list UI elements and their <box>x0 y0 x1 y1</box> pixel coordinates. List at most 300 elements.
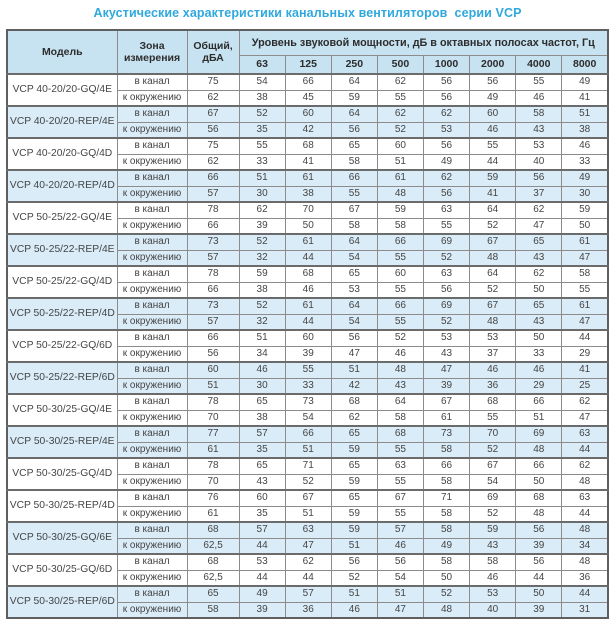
spl-value: 50 <box>285 218 331 234</box>
spl-value: 56 <box>470 74 516 90</box>
spl-value: 63 <box>424 202 470 218</box>
spl-value: 71 <box>285 458 331 474</box>
spl-value: 47 <box>377 602 423 618</box>
spl-value: 61 <box>377 170 423 186</box>
spl-value: 52 <box>377 330 423 346</box>
spl-value: 38 <box>239 90 285 106</box>
spl-value: 48 <box>562 522 608 538</box>
spl-value: 68 <box>285 138 331 154</box>
spl-value: 46 <box>470 122 516 138</box>
spl-value: 58 <box>424 506 470 522</box>
spl-value: 44 <box>562 442 608 458</box>
total-dba-value: 57 <box>187 250 239 266</box>
spl-value: 60 <box>285 330 331 346</box>
spl-value: 64 <box>470 202 516 218</box>
total-dba-value: 70 <box>187 410 239 426</box>
spl-value: 52 <box>470 442 516 458</box>
zone-label: в канал <box>117 202 187 218</box>
table-row <box>7 266 608 282</box>
spl-value: 47 <box>285 538 331 554</box>
spl-value: 36 <box>562 570 608 586</box>
spl-value: 60 <box>377 138 423 154</box>
model-name: VCP 50-25/22-REP/4D <box>7 298 117 330</box>
spl-value: 34 <box>239 346 285 362</box>
column-header-zone: Зона измерения <box>117 30 187 74</box>
spl-value: 62 <box>377 74 423 90</box>
spl-value: 51 <box>331 586 377 602</box>
zone-label: к окружению <box>117 506 187 522</box>
spl-value: 33 <box>239 154 285 170</box>
spl-value: 40 <box>516 154 562 170</box>
spl-value: 32 <box>239 314 285 330</box>
model-name: VCP 50-30/25-REP/6D <box>7 586 117 618</box>
spl-value: 46 <box>562 138 608 154</box>
spl-value: 49 <box>424 538 470 554</box>
spl-value: 67 <box>470 298 516 314</box>
spl-value: 46 <box>331 602 377 618</box>
spl-value: 43 <box>516 314 562 330</box>
spl-value: 58 <box>377 410 423 426</box>
spl-value: 45 <box>285 90 331 106</box>
zone-label: в канал <box>117 170 187 186</box>
spl-value: 41 <box>562 362 608 378</box>
spl-value: 68 <box>285 266 331 282</box>
spl-value: 44 <box>516 570 562 586</box>
table-row <box>7 170 608 186</box>
spl-value: 43 <box>516 122 562 138</box>
model-name: VCP 50-25/22-GQ/4E <box>7 202 117 234</box>
total-dba-value: 67 <box>187 106 239 122</box>
spl-value: 51 <box>562 106 608 122</box>
spl-value: 59 <box>331 474 377 490</box>
table-row <box>7 106 608 122</box>
spl-value: 65 <box>239 458 285 474</box>
total-dba-value: 58 <box>187 602 239 618</box>
spl-value: 33 <box>562 154 608 170</box>
model-name: VCP 40-20/20-REP/4E <box>7 106 117 138</box>
spl-value: 54 <box>331 314 377 330</box>
spl-value: 36 <box>470 378 516 394</box>
spl-value: 41 <box>562 90 608 106</box>
spl-value: 55 <box>377 250 423 266</box>
spl-value: 65 <box>331 490 377 506</box>
spl-value: 52 <box>470 282 516 298</box>
spl-value: 41 <box>470 186 516 202</box>
spl-value: 42 <box>331 378 377 394</box>
table-row <box>7 138 608 154</box>
spl-value: 61 <box>562 298 608 314</box>
spl-value: 62 <box>377 106 423 122</box>
table-row <box>7 362 608 378</box>
spl-value: 56 <box>424 282 470 298</box>
spl-value: 35 <box>239 442 285 458</box>
spl-value: 47 <box>562 314 608 330</box>
table-header <box>7 30 608 74</box>
spl-value: 51 <box>285 506 331 522</box>
spl-value: 50 <box>516 282 562 298</box>
spl-value: 54 <box>377 570 423 586</box>
spl-value: 67 <box>285 490 331 506</box>
spl-value: 44 <box>285 570 331 586</box>
spl-value: 65 <box>331 266 377 282</box>
spl-value: 68 <box>331 394 377 410</box>
zone-label: к окружению <box>117 570 187 586</box>
spl-value: 46 <box>516 362 562 378</box>
spl-value: 29 <box>516 378 562 394</box>
spl-value: 50 <box>562 218 608 234</box>
total-dba-value: 60 <box>187 362 239 378</box>
spl-value: 30 <box>239 378 285 394</box>
spl-value: 40 <box>470 602 516 618</box>
total-dba-value: 62 <box>187 154 239 170</box>
spl-value: 63 <box>424 266 470 282</box>
spl-value: 25 <box>562 378 608 394</box>
zone-label: в канал <box>117 586 187 602</box>
zone-label: в канал <box>117 234 187 250</box>
spl-value: 52 <box>331 570 377 586</box>
spl-value: 64 <box>331 234 377 250</box>
spl-value: 65 <box>516 234 562 250</box>
spl-value: 67 <box>470 234 516 250</box>
spl-value: 73 <box>424 426 470 442</box>
spl-value: 46 <box>285 282 331 298</box>
spl-value: 49 <box>424 154 470 170</box>
spl-value: 62 <box>424 170 470 186</box>
column-header-freq-1000: 1000 <box>424 55 470 74</box>
spl-value: 50 <box>424 570 470 586</box>
zone-label: к окружению <box>117 218 187 234</box>
spl-value: 39 <box>239 218 285 234</box>
total-dba-value: 62 <box>187 90 239 106</box>
spl-value: 64 <box>331 106 377 122</box>
spl-value: 67 <box>424 394 470 410</box>
total-dba-value: 56 <box>187 122 239 138</box>
column-header-spl: Уровень звуковой мощности, дБ в октавных полосах частот, Гц <box>239 30 608 55</box>
spl-value: 59 <box>562 202 608 218</box>
spl-value: 56 <box>516 170 562 186</box>
spl-value: 62 <box>331 410 377 426</box>
zone-label: в канал <box>117 426 187 442</box>
spl-value: 62 <box>516 202 562 218</box>
spl-value: 56 <box>424 138 470 154</box>
spl-value: 34 <box>562 538 608 554</box>
spl-value: 58 <box>424 522 470 538</box>
spl-value: 66 <box>516 458 562 474</box>
spl-value: 43 <box>516 250 562 266</box>
spl-value: 30 <box>562 186 608 202</box>
spl-value: 52 <box>285 474 331 490</box>
spl-value: 46 <box>377 346 423 362</box>
spl-value: 44 <box>285 250 331 266</box>
spl-value: 31 <box>562 602 608 618</box>
spl-value: 42 <box>285 122 331 138</box>
spl-value: 61 <box>285 298 331 314</box>
spl-value: 64 <box>377 394 423 410</box>
spl-value: 33 <box>516 346 562 362</box>
total-dba-value: 78 <box>187 266 239 282</box>
spl-value: 54 <box>331 250 377 266</box>
acoustic-characteristics-table <box>6 29 609 619</box>
spl-value: 29 <box>562 346 608 362</box>
spl-value: 67 <box>331 202 377 218</box>
total-dba-value: 57 <box>187 314 239 330</box>
model-name: VCP 50-30/25-REP/4E <box>7 426 117 458</box>
spl-value: 55 <box>424 218 470 234</box>
spl-value: 43 <box>239 474 285 490</box>
spl-value: 63 <box>285 522 331 538</box>
total-dba-value: 76 <box>187 490 239 506</box>
spl-value: 55 <box>470 138 516 154</box>
spl-value: 43 <box>377 378 423 394</box>
spl-value: 68 <box>470 394 516 410</box>
spl-value: 57 <box>239 522 285 538</box>
total-dba-value: 77 <box>187 426 239 442</box>
spl-value: 44 <box>239 570 285 586</box>
spl-value: 71 <box>424 490 470 506</box>
spl-value: 44 <box>285 314 331 330</box>
model-name: VCP 40-20/20-GQ/4E <box>7 74 117 106</box>
zone-label: в канал <box>117 138 187 154</box>
model-name: VCP 50-25/22-REP/4E <box>7 234 117 266</box>
spl-value: 59 <box>331 90 377 106</box>
spl-value: 48 <box>377 362 423 378</box>
spl-value: 43 <box>424 346 470 362</box>
spl-value: 58 <box>424 474 470 490</box>
spl-value: 55 <box>239 138 285 154</box>
zone-label: в канал <box>117 554 187 570</box>
model-name: VCP 50-25/22-GQ/6D <box>7 330 117 362</box>
zone-label: в канал <box>117 298 187 314</box>
spl-value: 55 <box>331 186 377 202</box>
spl-value: 54 <box>239 74 285 90</box>
spl-value: 37 <box>516 186 562 202</box>
column-header-model: Модель <box>7 30 117 74</box>
spl-value: 46 <box>377 538 423 554</box>
column-header-freq-8000: 8000 <box>562 55 608 74</box>
spl-value: 63 <box>377 458 423 474</box>
spl-value: 56 <box>424 186 470 202</box>
spl-value: 39 <box>516 602 562 618</box>
zone-label: к окружению <box>117 602 187 618</box>
spl-value: 35 <box>239 506 285 522</box>
spl-value: 58 <box>424 554 470 570</box>
spl-value: 66 <box>516 394 562 410</box>
zone-label: в канал <box>117 490 187 506</box>
total-dba-value: 62,5 <box>187 570 239 586</box>
total-dba-value: 75 <box>187 74 239 90</box>
zone-label: в канал <box>117 394 187 410</box>
zone-label: в канал <box>117 522 187 538</box>
spl-value: 56 <box>331 122 377 138</box>
spl-value: 56 <box>331 330 377 346</box>
spl-value: 49 <box>239 586 285 602</box>
spl-value: 70 <box>470 426 516 442</box>
spl-value: 55 <box>377 474 423 490</box>
spl-value: 58 <box>331 154 377 170</box>
spl-value: 39 <box>285 346 331 362</box>
total-dba-value: 78 <box>187 202 239 218</box>
spl-value: 65 <box>239 394 285 410</box>
spl-value: 59 <box>331 442 377 458</box>
total-dba-value: 56 <box>187 346 239 362</box>
spl-value: 44 <box>239 538 285 554</box>
spl-value: 68 <box>516 490 562 506</box>
zone-label: к окружению <box>117 250 187 266</box>
spl-value: 61 <box>562 234 608 250</box>
spl-value: 52 <box>424 314 470 330</box>
column-header-freq-63: 63 <box>239 55 285 74</box>
spl-value: 51 <box>239 330 285 346</box>
zone-label: к окружению <box>117 122 187 138</box>
spl-value: 52 <box>470 506 516 522</box>
spl-value: 49 <box>562 74 608 90</box>
spl-value: 73 <box>285 394 331 410</box>
spl-value: 52 <box>424 250 470 266</box>
zone-label: к окружению <box>117 90 187 106</box>
column-header-freq-125: 125 <box>285 55 331 74</box>
spl-value: 32 <box>239 250 285 266</box>
model-name: VCP 50-30/25-GQ/4E <box>7 394 117 426</box>
spl-value: 69 <box>424 298 470 314</box>
table-row <box>7 458 608 474</box>
total-dba-value: 66 <box>187 218 239 234</box>
spl-value: 65 <box>516 298 562 314</box>
spl-value: 51 <box>239 170 285 186</box>
spl-value: 59 <box>331 522 377 538</box>
total-dba-value: 51 <box>187 378 239 394</box>
spl-value: 39 <box>424 378 470 394</box>
spl-value: 52 <box>239 106 285 122</box>
spl-value: 66 <box>377 298 423 314</box>
spl-value: 53 <box>331 282 377 298</box>
table-row <box>7 586 608 602</box>
model-name: VCP 40-20/20-REP/4D <box>7 170 117 202</box>
spl-value: 69 <box>516 426 562 442</box>
spl-value: 59 <box>470 522 516 538</box>
spl-value: 50 <box>516 586 562 602</box>
spl-value: 66 <box>424 458 470 474</box>
page-title: Акустические характеристики канальных вентиляторов серии VCP <box>93 6 522 20</box>
spl-value: 48 <box>562 554 608 570</box>
table-row <box>7 298 608 314</box>
zone-label: к окружению <box>117 378 187 394</box>
spl-value: 56 <box>516 554 562 570</box>
column-header-freq-250: 250 <box>331 55 377 74</box>
spl-value: 53 <box>424 122 470 138</box>
total-dba-value: 66 <box>187 170 239 186</box>
spl-value: 52 <box>239 298 285 314</box>
spl-value: 58 <box>470 554 516 570</box>
spl-value: 62 <box>562 458 608 474</box>
spl-value: 61 <box>285 234 331 250</box>
zone-label: к окружению <box>117 282 187 298</box>
column-header-total-dba: Общий, дБА <box>187 30 239 74</box>
spl-value: 44 <box>562 506 608 522</box>
total-dba-value: 66 <box>187 330 239 346</box>
spl-value: 46 <box>516 90 562 106</box>
spl-value: 55 <box>562 282 608 298</box>
table-row <box>7 234 608 250</box>
spl-value: 65 <box>331 138 377 154</box>
zone-label: к окружению <box>117 538 187 554</box>
spl-value: 65 <box>331 458 377 474</box>
total-dba-value: 66 <box>187 282 239 298</box>
spl-value: 43 <box>470 538 516 554</box>
spl-value: 62 <box>516 266 562 282</box>
spl-value: 53 <box>424 330 470 346</box>
table-row <box>7 426 608 442</box>
spl-value: 38 <box>239 410 285 426</box>
spl-value: 48 <box>470 314 516 330</box>
spl-value: 48 <box>424 602 470 618</box>
model-name: VCP 50-25/22-GQ/4D <box>7 266 117 298</box>
spl-value: 48 <box>516 442 562 458</box>
spl-value: 66 <box>285 74 331 90</box>
spl-value: 55 <box>377 90 423 106</box>
spl-value: 55 <box>377 506 423 522</box>
spl-value: 55 <box>516 74 562 90</box>
spl-value: 47 <box>424 362 470 378</box>
spl-value: 56 <box>331 554 377 570</box>
spl-value: 59 <box>377 202 423 218</box>
table-row <box>7 522 608 538</box>
spl-value: 58 <box>516 106 562 122</box>
spl-value: 39 <box>516 538 562 554</box>
spl-value: 38 <box>239 282 285 298</box>
spl-value: 54 <box>285 410 331 426</box>
table-row <box>7 554 608 570</box>
spl-value: 54 <box>470 474 516 490</box>
spl-value: 49 <box>470 90 516 106</box>
total-dba-value: 73 <box>187 298 239 314</box>
zone-label: в канал <box>117 458 187 474</box>
spl-value: 68 <box>377 426 423 442</box>
table-row <box>7 330 608 346</box>
total-dba-value: 68 <box>187 522 239 538</box>
spl-value: 47 <box>562 410 608 426</box>
zone-label: в канал <box>117 106 187 122</box>
total-dba-value: 78 <box>187 394 239 410</box>
spl-value: 61 <box>424 410 470 426</box>
zone-label: в канал <box>117 74 187 90</box>
spl-value: 67 <box>470 458 516 474</box>
spl-value: 52 <box>470 218 516 234</box>
spl-value: 38 <box>285 186 331 202</box>
spl-value: 48 <box>516 506 562 522</box>
spl-value: 47 <box>516 218 562 234</box>
model-name: VCP 50-30/25-GQ/6D <box>7 554 117 586</box>
spl-value: 56 <box>377 554 423 570</box>
spl-value: 47 <box>331 346 377 362</box>
spl-value: 61 <box>285 170 331 186</box>
spl-value: 55 <box>377 442 423 458</box>
zone-label: в канал <box>117 330 187 346</box>
zone-label: к окружению <box>117 186 187 202</box>
column-header-freq-500: 500 <box>377 55 423 74</box>
total-dba-value: 61 <box>187 506 239 522</box>
spl-value: 58 <box>562 266 608 282</box>
model-name: VCP 40-20/20-GQ/4D <box>7 138 117 170</box>
model-name: VCP 50-30/25-GQ/6E <box>7 522 117 554</box>
spl-value: 46 <box>239 362 285 378</box>
total-dba-value: 57 <box>187 186 239 202</box>
spl-value: 58 <box>377 218 423 234</box>
spl-value: 67 <box>377 490 423 506</box>
spl-value: 51 <box>285 442 331 458</box>
zone-label: к окружению <box>117 314 187 330</box>
spl-value: 47 <box>562 250 608 266</box>
total-dba-value: 68 <box>187 554 239 570</box>
